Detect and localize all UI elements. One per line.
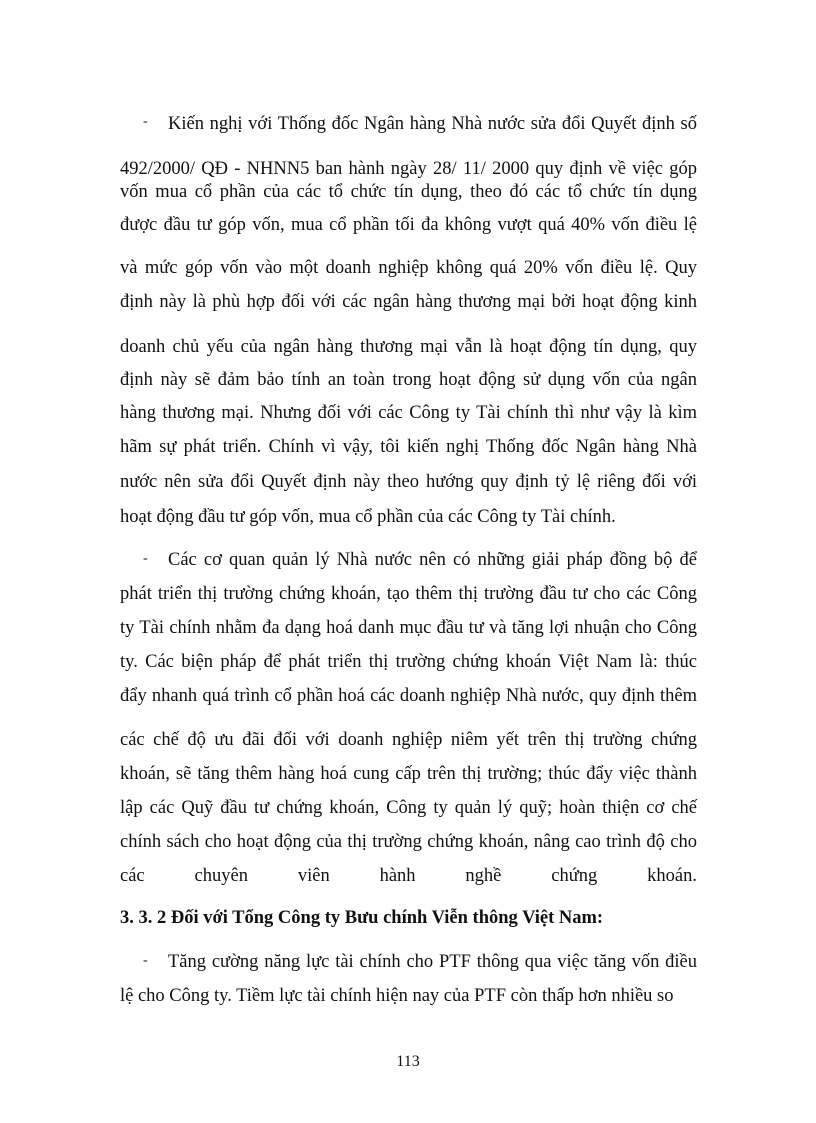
paragraph-1-line: vốn mua cổ phần của các tổ chức tín dụng, theo đó các tổ chức tín dụng xyxy=(120,182,697,202)
paragraph-1-line: hàng thương mại. Nhưng đối với các Công ty Tài chính thì như vậy là kìm xyxy=(120,403,697,423)
bullet-marker: - xyxy=(143,953,148,968)
paragraph-2-line: ty Tài chính nhằm đa dạng hoá danh mục đầu tư và tăng lợi nhuận cho Công xyxy=(120,618,697,638)
paragraph-1-line: hãm sự phát triển. Chính vì vậy, tôi kiến nghị Thống đốc Ngân hàng Nhà xyxy=(120,437,697,457)
paragraph-1-line: định này là phù hợp đối với các ngân hàng thương mại bởi hoạt động kinh xyxy=(120,292,697,312)
bullet-marker: - xyxy=(143,114,148,129)
paragraph-2-line: phát triển thị trường chứng khoán, tạo thêm thị trường đầu tư cho các Công xyxy=(120,584,697,604)
paragraph-2-line: khoán, sẽ tăng thêm hàng hoá cung cấp trên thị trường; thúc đẩy việc thành xyxy=(120,764,697,784)
paragraph-1-line: và mức góp vốn vào một doanh nghiệp không quá 20% vốn điều lệ. Quy xyxy=(120,258,697,278)
paragraph-2-line: chính sách cho hoạt động của thị trường chứng khoán, nâng cao trình độ cho xyxy=(120,832,697,852)
paragraph-3-line: Tăng cường năng lực tài chính cho PTF thông qua việc tăng vốn điều xyxy=(168,952,697,972)
paragraph-1-line: doanh chủ yếu của ngân hàng thương mại vẫn là hoạt động tín dụng, quy xyxy=(120,337,697,357)
paragraph-2-line: các chế độ ưu đãi đối với doanh nghiệp niêm yết trên thị trường chứng xyxy=(120,730,697,750)
paragraph-2-line: đẩy nhanh quá trình cổ phần hoá các doanh nghiệp Nhà nước, quy định thêm xyxy=(120,686,697,706)
paragraph-1-line: nước nên sửa đổi Quyết định này theo hướng quy định tỷ lệ riêng đối với xyxy=(120,472,697,492)
paragraph-2-line: lập các Quỹ đầu tư chứng khoán, Công ty quản lý quỹ; hoàn thiện cơ chế xyxy=(120,798,697,818)
paragraph-1-line: hoạt động đầu tư góp vốn, mua cổ phần của các Công ty Tài chính. xyxy=(120,507,616,527)
paragraph-2-line: các chuyên viên hành nghề chứng khoán. xyxy=(120,866,697,886)
paragraph-1-line: định này sẽ đảm bảo tính an toàn trong hoạt động sử dụng vốn của ngân xyxy=(120,370,697,390)
paragraph-3-line: lệ cho Công ty. Tiềm lực tài chính hiện nay của PTF còn thấp hơn nhiều so xyxy=(120,986,674,1006)
paragraph-1-line: Kiến nghị với Thống đốc Ngân hàng Nhà nước sửa đổi Quyết định số xyxy=(168,114,697,134)
paragraph-1-line: được đầu tư góp vốn, mua cổ phần tối đa không vượt quá 40% vốn điều lệ xyxy=(120,215,697,235)
paragraph-2-line: ty. Các biện pháp để phát triển thị trường chứng khoán Việt Nam là: thúc xyxy=(120,652,697,672)
page-number: 113 xyxy=(396,1053,420,1070)
section-heading: 3. 3. 2 Đối với Tổng Công ty Bưu chính Viễn thông Việt Nam: xyxy=(120,908,604,928)
bullet-marker: - xyxy=(143,551,148,566)
paragraph-2-line: Các cơ quan quản lý Nhà nước nên có những giải pháp đồng bộ để xyxy=(168,550,697,570)
paragraph-1-line: 492/2000/ QĐ - NHNN5 ban hành ngày 28/ 11/ 2000 quy định về việc góp xyxy=(120,159,697,179)
